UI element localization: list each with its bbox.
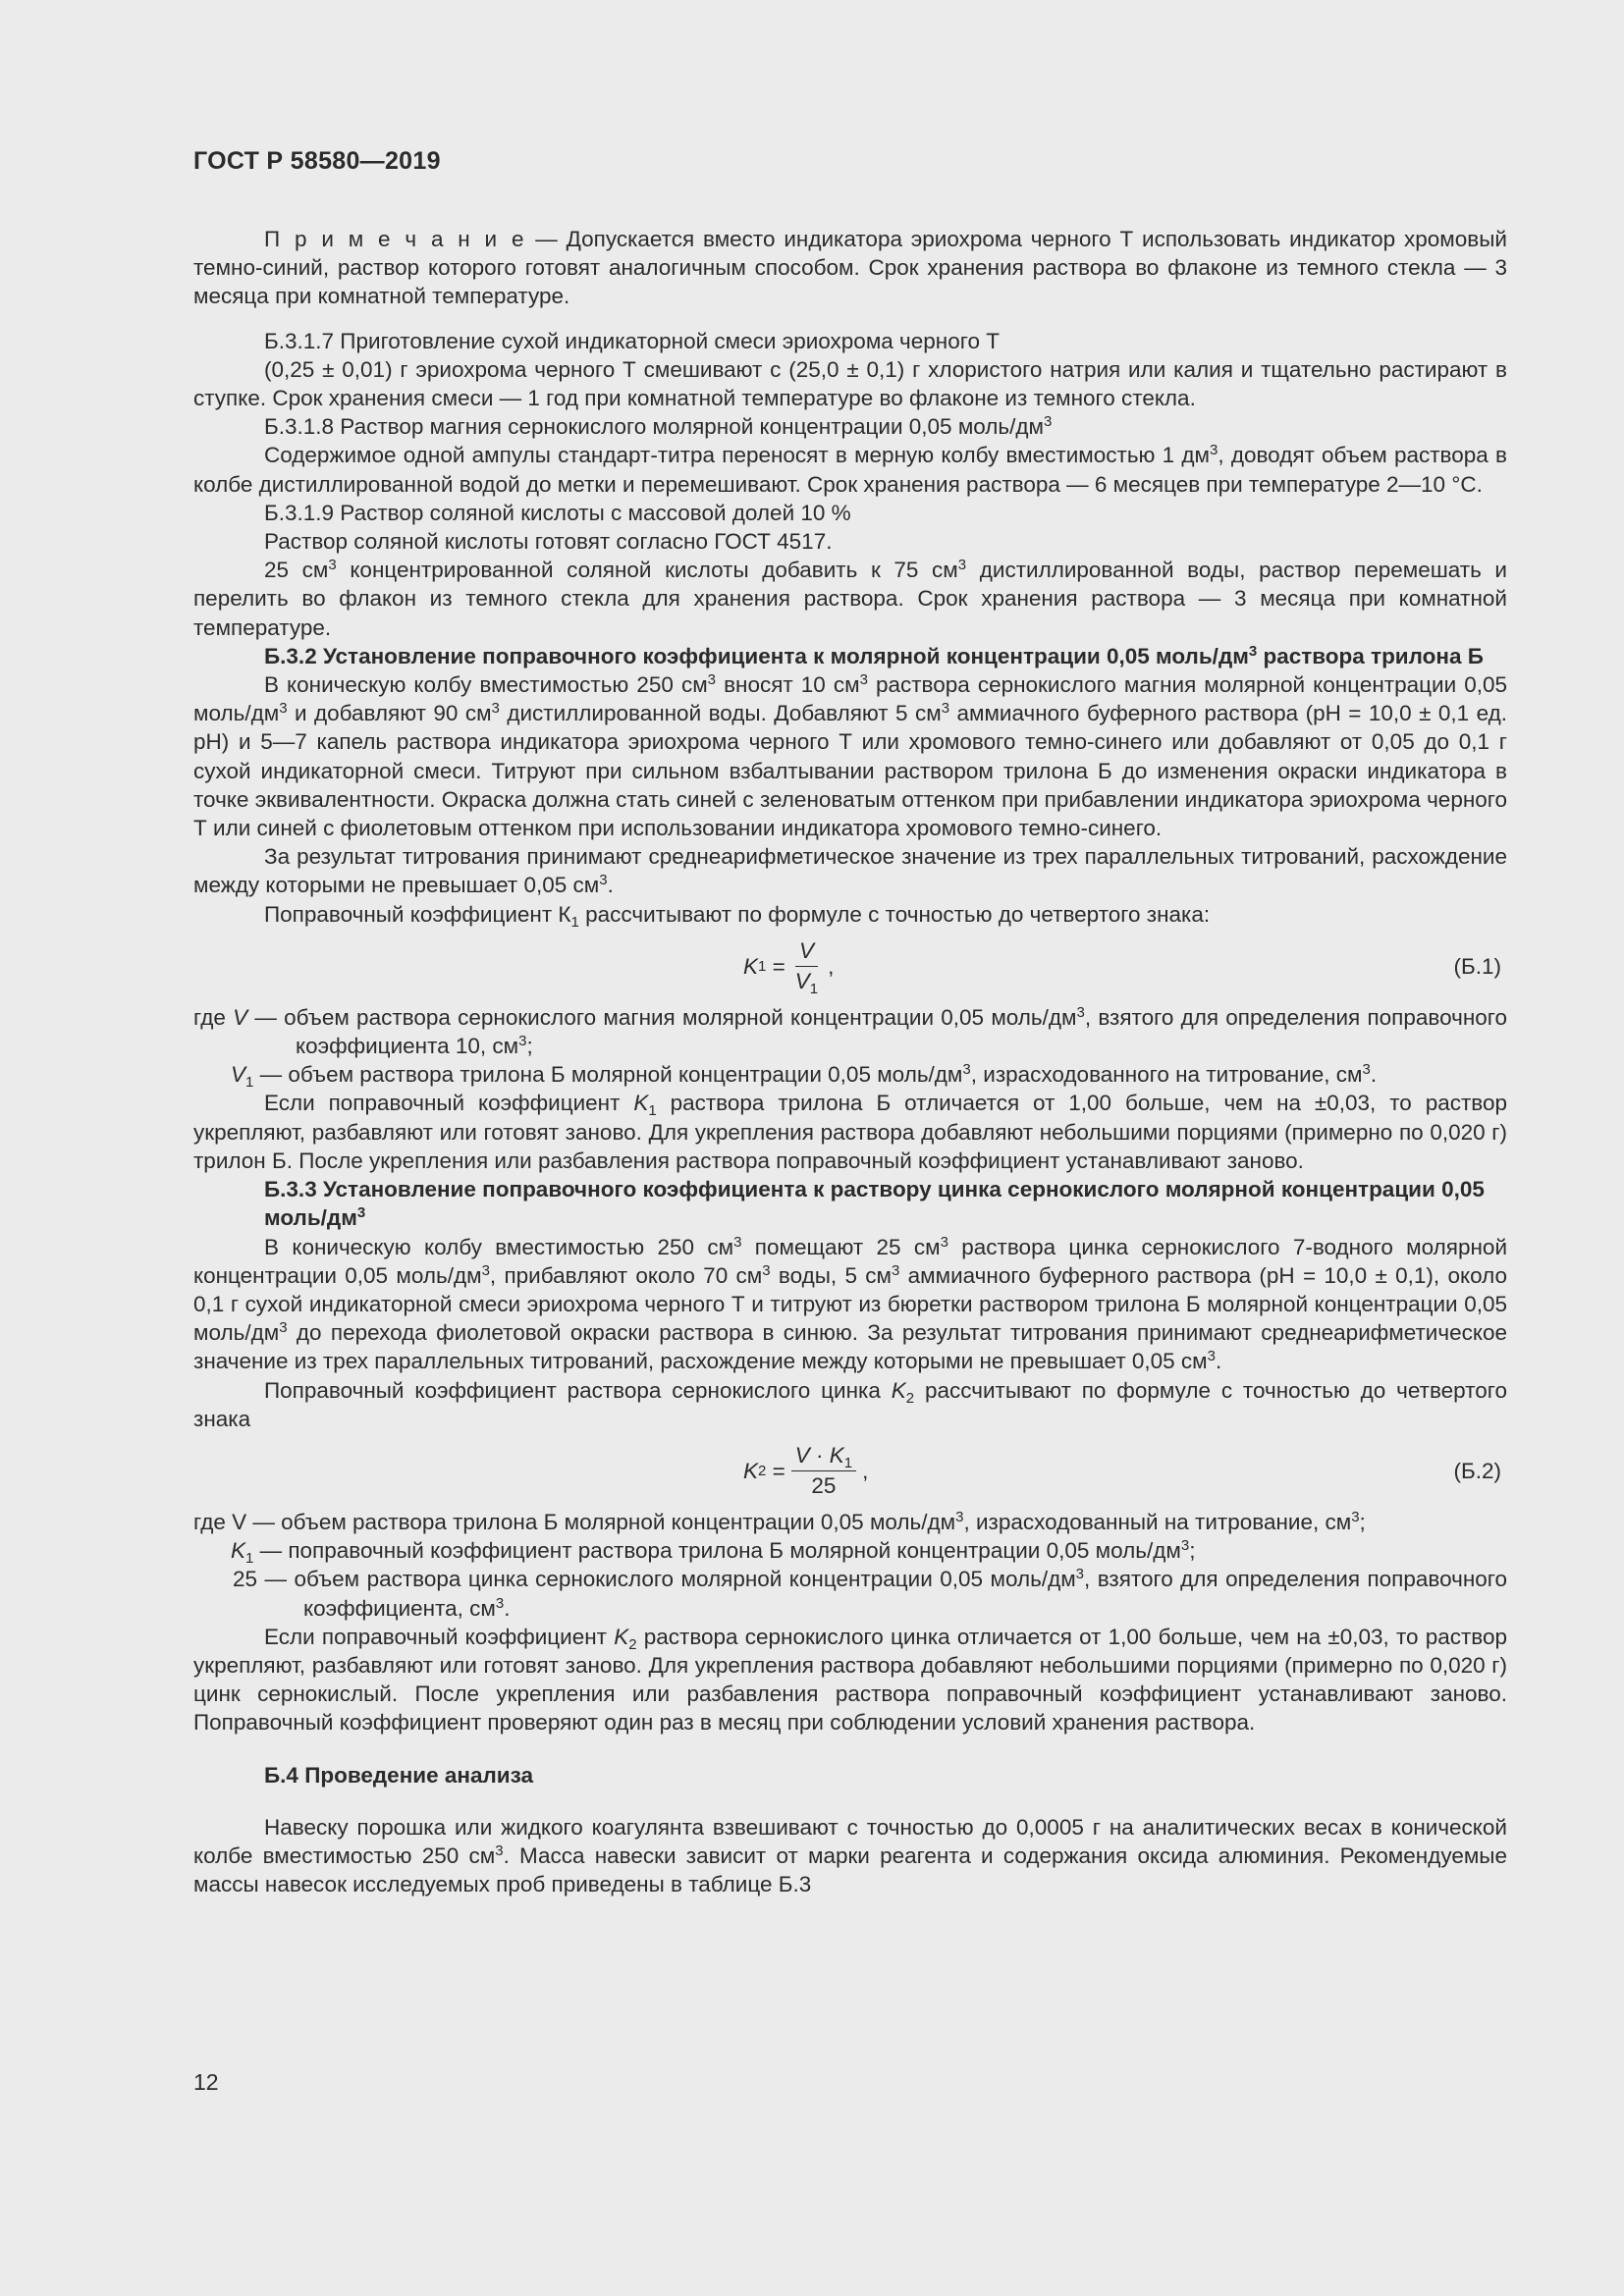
b319-text1: Раствор соляной кислоты готовят согласно ГОСТ 4517. [264, 529, 833, 555]
b32-where-v: где V — объем раствора сернокислого магния молярной концентрации 0,05 моль/$дм^3$, взятого для определения поправочного коэффициента 10, $см^3$; [193, 1003, 1507, 1059]
formula-b1-fraction: $\frac{V}{V_1}$ [794, 938, 819, 998]
page-number: 12 [193, 2069, 219, 2095]
document-header: ГОСТ Р 58580—2019 [193, 147, 441, 175]
b4-paragraph-1: Навеску порошка или жидкого коагулянта взвешивают с точностью до 0,0005 г на аналитических весах в конической колбе вместимостью 250 $см^3$. Масса навески зависит от марки реагента и содержания оксида алюминия. Рекомендуемые массы навесок исследуемых проб приведены в таблице Б.3 [193, 1814, 1507, 1897]
document-body [193, 225, 1507, 1898]
formula-b2-fraction: $\frac{V \cdot K_1}{25}$ [791, 1443, 856, 1499]
note-label: П р и м е ч а н и е [264, 227, 527, 251]
formula-b2-number: (Б.2) [1453, 1458, 1501, 1483]
b33-paragraph-2: Поправочный коэффициент раствора сернокислого цинка $K_2$ рассчитывают по формуле с точностью до четвертого знака [193, 1377, 1507, 1431]
b32-paragraph-4: Если поправочный коэффициент $K_1$ раствора трилона Б отличается от 1,00 больше, чем на ±0,03, то раствор укрепляют, разбавляют или готовят заново. Для укрепления раствора добавляют небольшими порциями (примерно по 0,020 г) трилон Б. После укрепления или разбавления раствора поправочный коэффициент устанавливают заново. [193, 1091, 1507, 1173]
formula-b2: K 2 = $\frac{V \cdot K_1}{25}$ , (Б.2) [743, 1443, 1501, 1499]
b33-where-v: где V — объем раствора трилона Б молярной концентрации 0,05 моль/$дм^3$, израсходованный на титрование, $см^3$; [193, 1508, 1366, 1534]
b32-paragraph-3: Поправочный коэффициент $К_1$ рассчитывают по формуле с точностью до четвертого знака: [264, 901, 1211, 931]
section-heading-b33: Б.3.3 Установление поправочного коэффициента к раствору цинка сернокислого молярной концентрации 0,05 моль/$дм^3$ [264, 1177, 1485, 1231]
b32-paragraph-2: За результат титрования принимают среднеарифметическое значение из трех параллельных титрований, расхождение между которыми не превышает 0,05 $см^3$. [193, 844, 1507, 898]
formula-b1: K 1 = $\frac{V}{V_1}$ , (Б.1) [743, 938, 1501, 998]
section-heading-b32: Б.3.2 Установление поправочного коэффициента к молярной концентрации 0,05 моль/$дм^3$ раствора трилона Б [264, 642, 1484, 668]
b32-paragraph-1: В коническую колбу вместимостью 250 $см^3$ вносят 10 $см^3$ раствора сернокислого магния молярной концентрации 0,05 моль/$дм^3$ и добавляют 90 $см^3$ дистиллированной воды. Добавляют 5 $см^3$ аммиачного буферного раствора (рН = 10,0 ± 0,1 ед. рН) и 5—7 капель раствора индикатора эриохрома черного Т или хромового темно-синего или добавляют от 0,05 до 0,1 г сухой индикаторной смеси. Титруют при сильном взбалтывании раствором трилона Б до изменения окраски индикатора в точке эквивалентности. Окраска должна стать синей с зеленоватым оттенком при прибавлении индикатора эриохрома черного Т или синей с фиолетовым оттенком при использовании индикатора хромового темно-синего. [193, 671, 1507, 841]
b317-text: (0,25 ± 0,01) г эриохрома черного Т смешивают с (25,0 ± 0,1) г хлористого натрия или калия и тщательно растирают в ступке. Срок хранения смеси — 1 год при комнатной температуре во флаконе из темного стекла. [193, 356, 1507, 411]
b319-text2: 25 $см^3$ концентрированной соляной кислоты добавить к 75 $см^3$ дистиллированной воды, раствор перемешать и перелить во флакон из темного стекла для хранения раствора. Срок хранения раствора — 3 месяца при комнатной температуре. [193, 557, 1507, 640]
b33-paragraph-3: Если поправочный коэффициент $K_2$ раствора сернокислого цинка отличается от 1,00 больше, чем на ±0,03, то раствор укрепляют, разбавляют или готовят заново. Для укрепления раствора добавляют небольшими порциями (примерно по 0,020 г) цинк сернокислый. После укрепления или разбавления раствора поправочный коэффициент устанавливают заново. Поправочный коэффициент проверяют один раз в месяц при соблюдении условий хранения раствора. [193, 1624, 1508, 1735]
b319-title: Б.3.1.9 Раствор соляной кислоты с массовой долей 10 % [264, 500, 851, 525]
b33-where-25: 25 — объем раствора цинка сернокислого молярной концентрации 0,05 моль/$дм^3$, взятого для определения поправочного коэффициента, $см^3$. [233, 1566, 1507, 1621]
note-paragraph: П р и м е ч а н и е — Допускается вместо индикатора эриохрома черного Т использовать индикатор хромовый темно-синий, раствор которого готовят аналогичным способом. Срок хранения раствора во флаконе из темного стекла — 3 месяца при комнатной температуре. [193, 227, 1507, 309]
section-heading-b4: Б.4 Проведение анализа [264, 1762, 534, 1788]
b318-text: Содержимое одной ампулы стандарт-титра переносят в мерную колбу вместимостью 1 $дм^3$, доводят объем раствора в колбе дистиллированной водой до метки и перемешивают. Срок хранения раствора — 6 месяцев при температуре 2—10 °С. [193, 442, 1507, 497]
b318-title: Б.3.1.8 Раствор магния сернокислого молярной концентрации 0,05 моль/$дм^3$ [264, 413, 1053, 440]
b33-paragraph-1: В коническую колбу вместимостью 250 $см^3$ помещают 25 $см^3$ раствора цинка сернокислого 7-водного молярной концентрации 0,05 моль/$дм^3$, прибавляют около 70 $см^3$ воды, 5 $см^3$ аммиачного буферного раствора (рН = 10,0 ± 0,1), около 0,1 г сухой индикаторной смеси эриохрома черного Т и титруют из бюретки раствором трилона Б молярной концентрации 0,05 моль/$дм^3$ до перехода фиолетовой окраски раствора в синюю. За результат титрования принимают среднеарифметическое значение из трех параллельных титрований, расхождение между которыми не превышает 0,05 $см^3$. [193, 1233, 1508, 1374]
b317-title: Б.3.1.7 Приготовление сухой индикаторной смеси эриохрома черного Т [264, 328, 1000, 353]
b33-where-k1: $K_1$ — поправочный коэффициент раствора трилона Б молярной концентрации 0,05 моль/$дм^3$; [231, 1537, 1196, 1568]
b32-where-v1: $V_1$ — объем раствора трилона Б молярной концентрации 0,05 моль/$дм^3$, израсходованного на титрование, $см^3$. [231, 1061, 1378, 1092]
formula-b1-number: (Б.1) [1453, 953, 1501, 979]
